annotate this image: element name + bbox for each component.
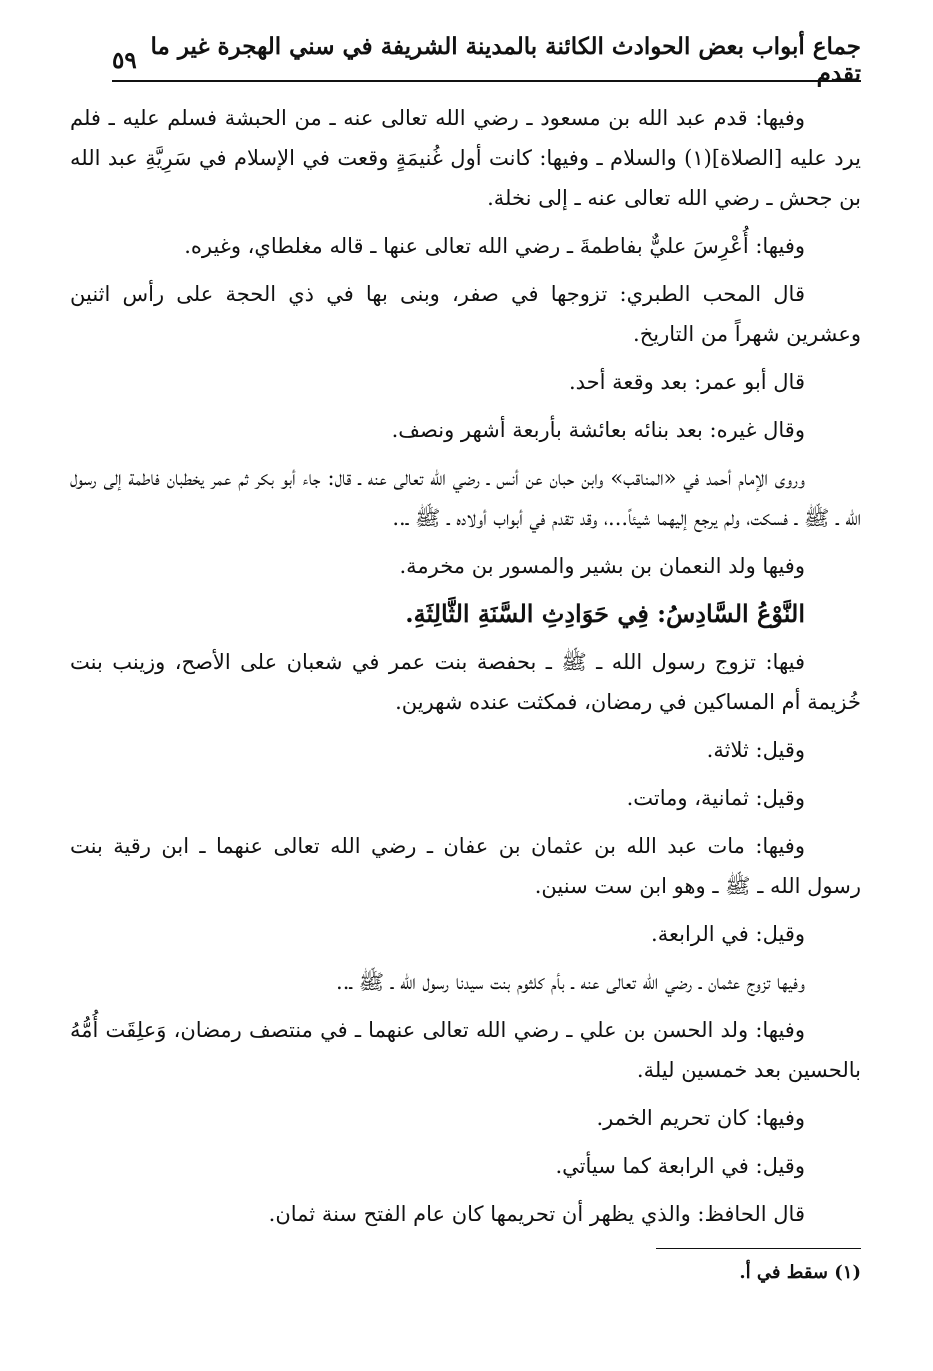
main-text — [70, 98, 861, 1242]
section-heading: النَّوْعُ السَّادِسُ: فِي حَوَادِثِ السَّنَةِ الثَّالِثَةِ. — [405, 599, 805, 628]
paragraph: فيها: تزوج رسول الله ـ ﷺ ـ بحفصة بنت عمر في شعبان على الأصح، وزينب بنت خُزيمة أم المساكين في رمضان، فمكثت عنده شهرين. — [70, 650, 861, 714]
footnote: (١) سقط في أ. — [739, 1262, 861, 1283]
paragraph: قال المحب الطبري: تزوجها في صفر، وبنى بها في ذي الحجة على رأس اثنين وعشرين شهراً من التاريخ. — [70, 282, 861, 346]
running-header — [112, 33, 861, 87]
footnote-rule — [656, 1248, 861, 1249]
paragraph: وفيها ولد النعمان بن بشير والمسور بن مخرمة. — [399, 554, 805, 578]
page-number: ٥٩ — [112, 46, 137, 74]
paragraph: وقيل: في الرابعة. — [651, 922, 805, 946]
paragraph: وفيها: كان تحريم الخمر. — [596, 1106, 805, 1130]
paragraph: وقيل: ثلاثة. — [706, 738, 805, 762]
paragraph: وفيها: أُعْرِسَ عليٌّ بفاطمةَ ـ رضي الله تعالى عنها ـ قاله مغلطاي، وغيره. — [184, 234, 805, 258]
paragraph: وفيها: قدم عبد الله بن مسعود ـ رضي الله تعالى عنه ـ من الحبشة فسلم عليه ـ فلم يرد عليه [الصلاة](١) والسلام ـ وفيها: كانت أول غُنيمَةٍ وقعت في الإسلام في سَرِيَّةِ عبد الله بن جحش ـ رضي الله تعالى عنه ـ إلى نخلة. — [70, 106, 861, 210]
paragraph: وقيل: ثمانية، وماتت. — [626, 786, 805, 810]
paragraph: قال أبو عمر: بعد وقعة أحد. — [568, 370, 805, 394]
paragraph: وقال غيره: بعد بنائه بعائشة بأربعة أشهر ونصف. — [391, 418, 805, 442]
paragraph: وفيها: ولد الحسن بن علي ـ رضي الله تعالى عنهما ـ في منتصف رمضان، وَعلِقَت أُمُّهُ بالحسين بعد خمسين ليلة. — [70, 1018, 861, 1082]
header-rule — [112, 80, 861, 82]
paragraph: وقيل: في الرابعة كما سيأتي. — [555, 1154, 805, 1178]
paragraph: وفيها تزوج عثمان ـ رضي الله تعالى عنه ـ بأم كلثوم بنت سيدنا رسول الله ـ ﷺ ـ.. — [336, 970, 805, 994]
running-title: جماع أبواب بعض الحوادث الكائنة بالمدينة الشريفة في سني الهجرة غير ما تقدم — [150, 33, 861, 87]
paragraph: قال الحافظ: والذي يظهر أن تحريمها كان عام الفتح سنة ثمان. — [268, 1202, 805, 1226]
paragraph: وفيها: مات عبد الله بن عثمان بن عفان ـ رضي الله تعالى عنهما ـ ابن رقية بنت رسول الله ـ ﷺ ـ وهو ابن ست سنين. — [70, 834, 861, 898]
paragraph: وروى الإمام أحمد في «المناقب» وابن حبان عن أنس ـ رضي الله تعالى عنه ـ قال: جاء أبو بكر ثم عمر يخطبان فاطمة إلى رسول الله ـ ﷺ ـ فسكت، ولم يرجع إليهما شيئاً...، وقد تقدم في أبواب أولاده ـ ﷺ ـ.. — [70, 466, 861, 530]
